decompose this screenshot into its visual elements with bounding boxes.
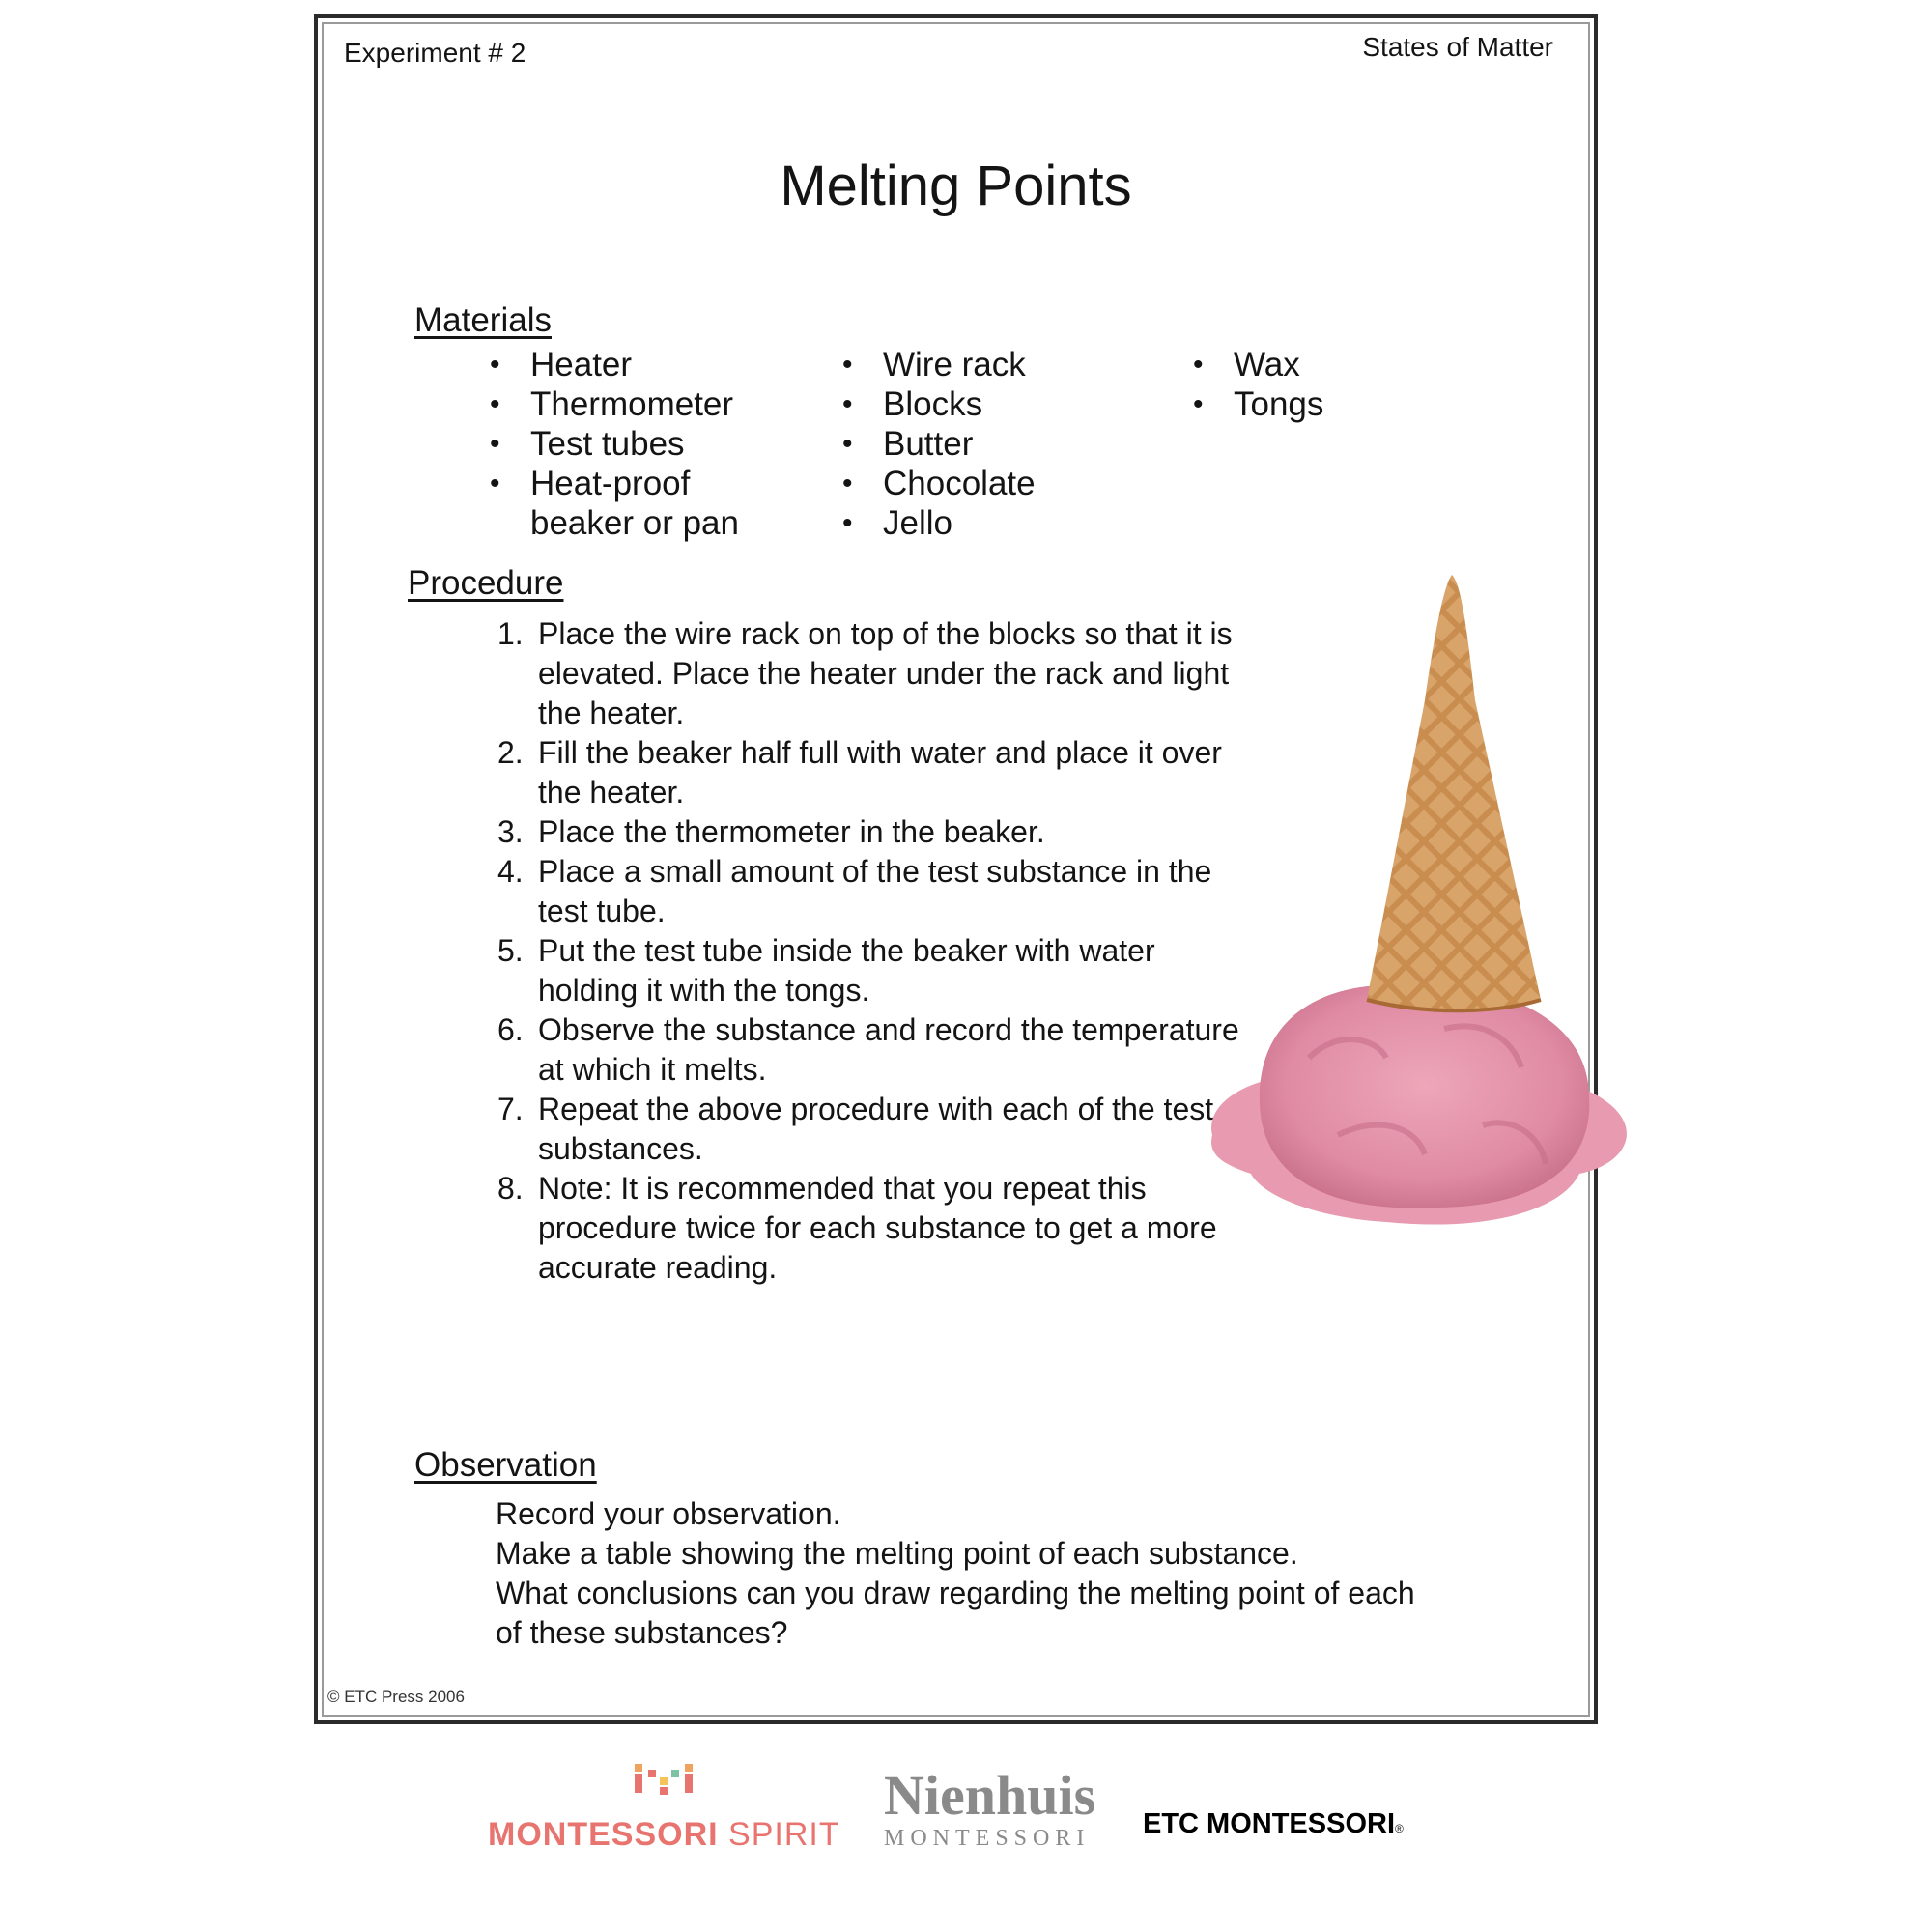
- observation-heading: Observation: [414, 1446, 597, 1484]
- list-item: • Thermometer: [490, 384, 789, 424]
- observation-line: Make a table showing the melting point of each substance.: [496, 1536, 1298, 1571]
- page-title: Melting Points: [780, 155, 1132, 217]
- logo-text: SPIRIT: [728, 1816, 840, 1853]
- procedure-step: 2. Fill the beaker half full with water and place it over the heater.: [497, 735, 1222, 810]
- materials-list-3: [1193, 345, 1435, 424]
- procedure-list: [497, 614, 1261, 1288]
- list-item: • Butter: [842, 424, 1132, 464]
- procedure-step: 7. Repeat the above procedure with each of the test substances.: [497, 1092, 1214, 1166]
- procedure-step: 4. Place a small amount of the test substance in the test tube.: [497, 854, 1212, 928]
- copyright-notice: © ETC Press 2006: [327, 1688, 465, 1706]
- logo-text: MONTESSORI: [884, 1826, 1091, 1851]
- procedure-step: 6. Observe the substance and record the temperature at which it melts.: [497, 1012, 1239, 1087]
- montessori-spirit-logo: [488, 1760, 840, 1866]
- list-item: • Wax: [1193, 345, 1435, 384]
- materials-list-1: [490, 345, 789, 543]
- montessori-spirit-mark-icon: [635, 1760, 702, 1806]
- list-item: • Heat-proof beaker or pan: [490, 464, 789, 543]
- logo-text: MONTESSORI: [488, 1816, 719, 1853]
- experiment-number: Experiment # 2: [344, 38, 526, 68]
- etc-montessori-logo: [1143, 1808, 1404, 1840]
- procedure-step: 1. Place the wire rack on top of the blocks so that it is elevated. Place the heater under the rack and light the heater.: [497, 616, 1233, 730]
- materials-list-2: [842, 345, 1132, 543]
- procedure-step: 8. Note: It is recommended that you repeat this procedure twice for each substance to get a more accurate reading.: [497, 1171, 1217, 1285]
- observation-text: [496, 1494, 1415, 1653]
- procedure-heading: Procedure: [408, 564, 564, 602]
- list-item: • Heater: [490, 345, 789, 384]
- registered-mark: ®: [1395, 1822, 1404, 1835]
- observation-line: of these substances?: [496, 1615, 788, 1650]
- logo-text: ETC MONTESSORI: [1143, 1808, 1396, 1839]
- topic-label: States of Matter: [1362, 32, 1553, 62]
- list-item: • Test tubes: [490, 424, 789, 464]
- list-item: • Wire rack: [842, 345, 1132, 384]
- list-item: • Chocolate: [842, 464, 1132, 503]
- observation-line: What conclusions can you draw regarding the melting point of each: [496, 1576, 1415, 1610]
- list-item: • Blocks: [842, 384, 1132, 424]
- list-item: • Jello: [842, 503, 1132, 543]
- observation-line: Record your observation.: [496, 1496, 841, 1531]
- materials-heading: Materials: [414, 301, 552, 339]
- procedure-step: 3. Place the thermometer in the beaker.: [497, 814, 1045, 849]
- melted-ice-cream-cone-icon: [1193, 575, 1637, 1280]
- procedure-step: 5. Put the test tube inside the beaker with water holding it with the tongs.: [497, 933, 1155, 1008]
- list-item: • Tongs: [1193, 384, 1435, 424]
- nienhuis-logo: [884, 1764, 1096, 1874]
- logo-text: Nienhuis: [884, 1764, 1096, 1827]
